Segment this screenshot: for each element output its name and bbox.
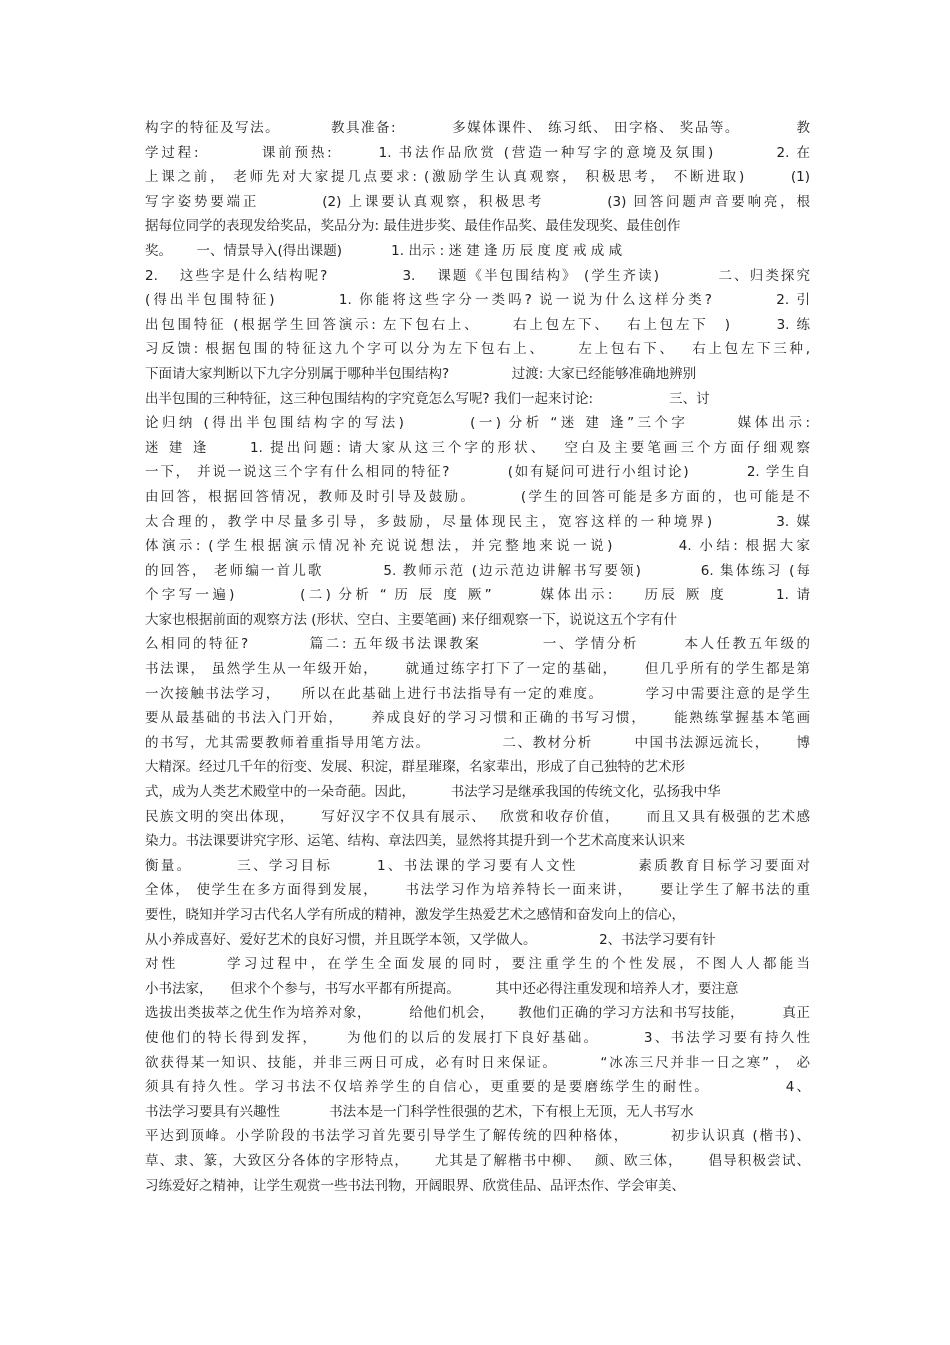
text-line: 构字的特征及写法。 教具准备: 多媒体课件、 练习纸、 田字格、 奖品等。 教 <box>145 120 810 136</box>
text-line: 上课之前， 老师先对大家提几点要求: (激励学生认真观察， 积极思考， 不断进取) (1) <box>145 169 810 186</box>
text-line: 平达到顶峰。小学阶段的书法学习首先要引导学生了解传统的四种格体， 初步认识真 (楷书)、 <box>145 1128 810 1145</box>
text-line: 个字写一遍) (二) 分析 “ 历 辰 度 厥” 媒体出示: 历辰 厥 度 1. 请 <box>145 587 810 604</box>
text-line: 使他们的特长得到发挥， 为他们的以后的发展打下良好基础。 3、书法学习要有持久性 <box>145 1029 810 1046</box>
text-line: 书法课， 虽然学生从一年级开始， 就通过练字打下了一定的基础， 但几乎所有的学生都是第 <box>145 661 810 678</box>
text-line: 出包围特征 (根据学生回答演示: 左下包右上、 右上包左下、 右上包左下 ) 3. 练 <box>145 316 810 333</box>
text-line: 全体， 使学生在多方面得到发展， 书法学习作为培养特长一面来讲， 要让学生了解书法的重 <box>145 882 810 899</box>
text-line: (得出半包围特征) 1. 你能将这些字分一类吗? 说一说为什么这样分类? 2. 引 <box>145 292 810 309</box>
text-line: 对性 学习过程中，在学生全面发展的同时，要注重学生的个性发展，不图人人都能当 <box>145 956 810 973</box>
text-line: 习练爱好之精神，让学生观赏一些书法刊物，开阔眼界、欣赏佳品、品评杰作、学会审美、 <box>145 1177 685 1194</box>
text-line: 书法学习要具有兴趣性 书法本是一门科学性很强的艺术，下有根上无顶，无人书写水 <box>145 1103 694 1120</box>
text-line: 一下， 并说一说这三个字有什么相同的特征? (如有疑问可进行小组讨论) 2. 学生自 <box>145 464 810 481</box>
text-line: 体演示: (学生根据演示情况补充说说想法，并完整地来说一说) 4. 小结: 根据大家 <box>145 538 810 555</box>
text-line: 2. 这些字是什么结构呢? 3. 课题《半包围结构》 (学生齐读) 二、归类探究 <box>145 267 810 284</box>
text-line: 由回答，根据回答情况，教师及时引导及鼓励。 (学生的回答可能是多方面的，也可能是不 <box>145 488 810 505</box>
text-line: 出半包围的三种特征，这三种包围结构的字究竟怎么写呢? 我们一起来讨论: 三、讨 <box>145 390 710 407</box>
text-line: 的书写，尤其需要教师着重指导用笔方法。 二、教材分析 中国书法源远流长， 博 <box>145 734 810 751</box>
text-line: 一次接触书法学习， 所以在此基础上进行书法指导有一定的难度。 学习中需要注意的是学生 <box>145 685 810 702</box>
text-line: 写字姿势要端正 (2) 上课要认真观察，积极思考 (3) 回答问题声音要响亮，根 <box>145 193 810 210</box>
text-line: 衡量。 三、学习目标 1、书法课的学习要有人文性 素质教育目标学习要面对 <box>145 857 810 874</box>
text-line: 论归纳 (得出半包围结构字的写法) (一) 分析 “迷 建 逢”三个字 媒体出示: <box>145 415 810 432</box>
text-line: 奖。 一、情景导入(得出课题) 1. 出示 : 迷 建 逢 历 辰 度 度 戒 成 咸 <box>145 242 623 259</box>
text-line: 选拔出类拔萃之优生作为培养对象， 给他们机会， 教他们正确的学习方法和书写技能， 真正 <box>145 1005 810 1022</box>
lesson-plan-text <box>145 116 810 1198</box>
text-line: 太合理的，教学中尽量多引导，多鼓励，尽量体现民主，宽容这样的一种境界) 3. 媒 <box>145 513 810 530</box>
text-line: 学过程: 课前预热: 1. 书法作品欣赏 (营造一种写字的意境及氛围) 2. 在 <box>145 144 810 161</box>
text-line: 的回答， 老师编一首儿歌 5. 教师示范 (边示范边讲解书写要领) 6. 集体练习 (每 <box>145 562 810 579</box>
text-line: 染力。书法课要讲究字形、运笔、结构、章法四美，显然将其提升到一个艺术高度来认识来 <box>145 833 685 850</box>
text-line: 小书法家， 但求个个参与，书写水平都有所提高。 其中还必得注重发现和培养人才，要注意 <box>145 980 739 997</box>
text-line: 下面请大家判断以下九字分别属于哪种半包围结构? 过渡: 大家已经能够准确地辨别 <box>145 365 697 382</box>
text-line: 迷 建 逢 1. 提出问题: 请大家从这三个字的形状、 空白及主要笔画三个方面仔细观察 <box>145 439 810 456</box>
text-line: 要性，晓知并学习古代名人学有所成的精神，激发学生热爱艺术之感情和奋发向上的信心， <box>145 907 685 923</box>
text-line: 大家也根据前面的观察方法 (形状、空白、主要笔画) 来仔细观察一下，说说这五个字有什 <box>145 611 678 628</box>
text-line: 须具有持久性。学习书法不仅培养学生的自信心，更重要的是要磨练学生的耐性。 4、 <box>145 1079 810 1096</box>
text-line: 式，成为人类艺术殿堂中的一朵奇葩。因此， 书法学习是继承我国的传统文化，弘扬我中华 <box>145 784 721 801</box>
text-line: 民族文明的突出体现， 写好汉字不仅具有展示、 欣赏和收存价值， 而且又具有极强的艺术感 <box>145 808 810 825</box>
text-line: 要从最基础的书法入门开始， 养成良好的学习习惯和正确的书写习惯， 能熟练掌握基本笔画 <box>145 710 810 727</box>
text-line: 从小养成喜好、爱好艺术的良好习惯，并且既学本领，又学做人。 2、书法学习要有针 <box>145 931 716 948</box>
text-line: 欲获得某一知识、技能，并非三两日可成，必有时日来保证。 “冰冻三尺并非一日之寒” ， 必 <box>145 1054 810 1071</box>
text-line: 么相同的特征? 篇二: 五年级书法课教案 一、学情分析 本人任教五年级的 <box>145 636 810 653</box>
text-line: 大精深。经过几千年的衍变、发展、积淀，群星璀璨，名家辈出，形成了自己独特的艺术形 <box>145 759 685 776</box>
text-line: 习反馈: 根据包围的特征这九个字可以分为左下包右上、 左上包右下、 右上包左下三种, <box>145 341 810 358</box>
text-line: 草、隶、篆，大致区分各体的字形特点， 尤其是了解楷书中柳、 颜、欧三体， 倡导积极尝试、 <box>145 1152 810 1169</box>
text-line: 据每位同学的表现发给奖品，奖品分为: 最佳进步奖、最佳作品奖、最佳发现奖、最佳创作 <box>145 218 681 235</box>
